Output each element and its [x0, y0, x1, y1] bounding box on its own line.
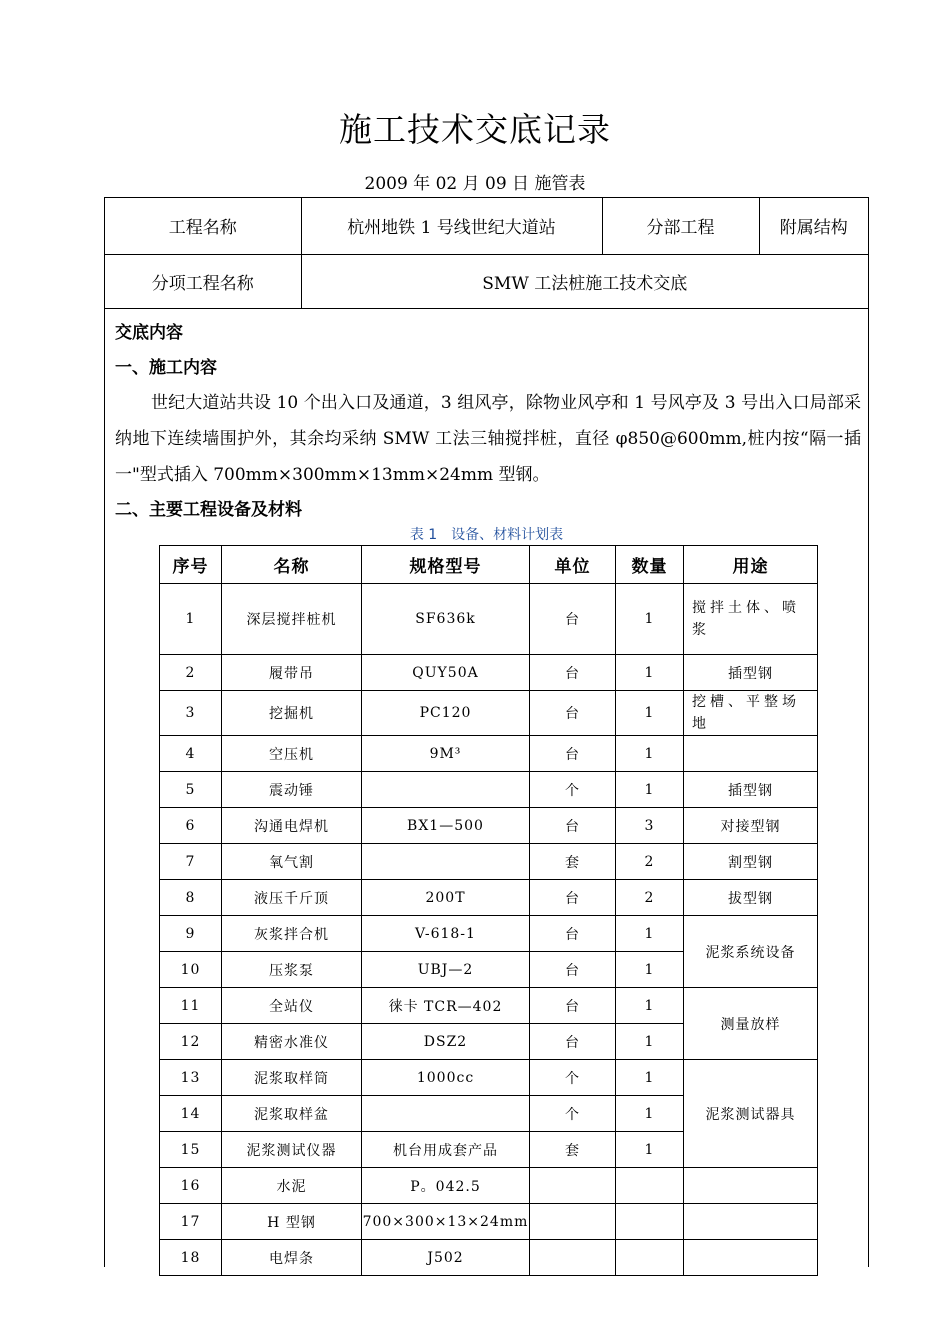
cell-name: 液压千斤顶	[222, 880, 362, 916]
cell-name: 泥浆取样筒	[222, 1060, 362, 1096]
subitem-value: SMW 工法桩施工技术交底	[301, 254, 868, 308]
cell-spec: 9M³	[362, 736, 530, 772]
cell-use: 泥浆系统设备	[684, 916, 818, 988]
cell-name: 全站仪	[222, 988, 362, 1024]
cell-spec: V-618-1	[362, 916, 530, 952]
cell-spec: BX1—500	[362, 808, 530, 844]
table-row	[160, 584, 818, 655]
cell-unit: 台	[530, 655, 616, 691]
table-row	[160, 916, 818, 952]
cell-qty: 1	[616, 584, 684, 655]
cell-no: 12	[160, 1024, 222, 1060]
cell-unit: 台	[530, 952, 616, 988]
cell-use: 对接型钢	[684, 808, 818, 844]
cell-spec: PC120	[362, 691, 530, 736]
cell-use: 插型钢	[684, 772, 818, 808]
cell-name: 氧气割	[222, 844, 362, 880]
cell-spec	[362, 1096, 530, 1132]
cell-use: 割型钢	[684, 844, 818, 880]
cell-no: 13	[160, 1060, 222, 1096]
table-row	[160, 1240, 818, 1276]
cell-no: 9	[160, 916, 222, 952]
table-row	[160, 736, 818, 772]
cell-name: 灰浆拌合机	[222, 916, 362, 952]
table-row	[160, 988, 818, 1024]
table-row	[160, 655, 818, 691]
table-row	[160, 844, 818, 880]
cell-spec	[362, 772, 530, 808]
cell-no: 5	[160, 772, 222, 808]
cell-spec: J502	[362, 1240, 530, 1276]
cell-unit: 台	[530, 584, 616, 655]
cell-qty: 1	[616, 1096, 684, 1132]
cell-unit	[530, 1204, 616, 1240]
cell-use: 插型钢	[684, 655, 818, 691]
cell-use	[684, 736, 818, 772]
date-line: 2009 年 02 月 09 日 施管表	[364, 174, 586, 194]
cell-unit: 个	[530, 1096, 616, 1132]
subitem-label: 分项工程名称	[105, 254, 301, 308]
cell-qty: 1	[616, 655, 684, 691]
cell-spec: QUY50A	[362, 655, 530, 691]
cell-use: 搅拌土体、喷浆	[684, 584, 818, 655]
cell-no: 10	[160, 952, 222, 988]
cell-qty: 1	[616, 691, 684, 736]
cell-qty	[616, 1240, 684, 1276]
cell-name: 泥浆取样盆	[222, 1096, 362, 1132]
cell-spec: 1000cc	[362, 1060, 530, 1096]
cell-no: 2	[160, 655, 222, 691]
cell-name: 深层搅拌桩机	[222, 584, 362, 655]
cell-name: 压浆泵	[222, 952, 362, 988]
cell-no: 14	[160, 1096, 222, 1132]
column-header: 用途	[684, 546, 818, 584]
cell-qty: 1	[616, 1060, 684, 1096]
cell-spec: SF636k	[362, 584, 530, 655]
cell-unit: 个	[530, 772, 616, 808]
cell-spec: 200T	[362, 880, 530, 916]
cell-no: 11	[160, 988, 222, 1024]
cell-name: 精密水准仪	[222, 1024, 362, 1060]
cell-qty: 3	[616, 808, 684, 844]
cell-unit: 个	[530, 1060, 616, 1096]
header-table	[105, 198, 868, 309]
cell-use	[684, 1240, 818, 1276]
table-row	[160, 1168, 818, 1204]
cell-unit: 套	[530, 1132, 616, 1168]
cell-no: 17	[160, 1204, 222, 1240]
cell-use	[684, 1168, 818, 1204]
cell-use: 测量放样	[684, 988, 818, 1060]
cell-spec: P。042.5	[362, 1168, 530, 1204]
cell-no: 16	[160, 1168, 222, 1204]
table-row	[160, 691, 818, 736]
record-frame	[104, 197, 869, 1267]
cell-name: H 型钢	[222, 1204, 362, 1240]
cell-name: 电焊条	[222, 1240, 362, 1276]
cell-no: 3	[160, 691, 222, 736]
division-label: 分部工程	[602, 198, 759, 254]
cell-use	[684, 1204, 818, 1240]
cell-spec: UBJ—2	[362, 952, 530, 988]
equipment-table	[159, 545, 818, 1276]
content-heading: 交底内容	[115, 323, 183, 343]
cell-spec: 机台用成套产品	[362, 1132, 530, 1168]
cell-use: 泥浆测试器具	[684, 1060, 818, 1168]
project-name-label: 工程名称	[105, 198, 301, 254]
cell-qty: 1	[616, 1132, 684, 1168]
cell-use: 挖槽、平整场地	[684, 691, 818, 736]
division-value: 附属结构	[759, 198, 868, 254]
cell-qty: 1	[616, 1024, 684, 1060]
column-header: 数量	[616, 546, 684, 584]
cell-unit: 台	[530, 691, 616, 736]
construction-paragraph: 世纪大道站共设 10 个出入口及通道，3 组风亭，除物业风亭和 1 号风亭及 3 号出入口局部采纳地下连续墙围护外，其余均采纳 SMW 工法三轴搅拌桩，直径 φ850@600mm,桩内按“隔一插一"型式插入 700mm×300mm×13mm×24mm 型钢。	[115, 393, 861, 485]
column-header: 规格型号	[362, 546, 530, 584]
cell-qty	[616, 1204, 684, 1240]
table-row	[160, 880, 818, 916]
cell-no: 18	[160, 1240, 222, 1276]
document-title: 施工技术交底记录	[339, 110, 611, 149]
cell-name: 空压机	[222, 736, 362, 772]
cell-no: 15	[160, 1132, 222, 1168]
cell-qty: 1	[616, 988, 684, 1024]
table-row	[160, 772, 818, 808]
cell-no: 6	[160, 808, 222, 844]
section-heading-2: 二、主要工程设备及材料	[115, 500, 302, 520]
cell-qty: 1	[616, 952, 684, 988]
column-header: 名称	[222, 546, 362, 584]
cell-name: 履带吊	[222, 655, 362, 691]
cell-unit	[530, 1168, 616, 1204]
section-heading-1: 一、施工内容	[115, 358, 217, 378]
project-name-value: 杭州地铁 1 号线世纪大道站	[301, 198, 602, 254]
cell-spec	[362, 844, 530, 880]
cell-qty	[616, 1168, 684, 1204]
cell-spec: 700×300×13×24mm	[362, 1204, 530, 1240]
cell-name: 挖掘机	[222, 691, 362, 736]
cell-unit: 台	[530, 988, 616, 1024]
table-row	[160, 1060, 818, 1096]
cell-qty: 1	[616, 736, 684, 772]
cell-qty: 2	[616, 880, 684, 916]
cell-unit: 台	[530, 808, 616, 844]
table-caption: 表 1 设备、材料计划表	[409, 527, 564, 543]
cell-unit: 台	[530, 916, 616, 952]
cell-qty: 1	[616, 916, 684, 952]
cell-qty: 1	[616, 772, 684, 808]
cell-no: 7	[160, 844, 222, 880]
cell-name: 沟通电焊机	[222, 808, 362, 844]
cell-name: 水泥	[222, 1168, 362, 1204]
column-header: 单位	[530, 546, 616, 584]
cell-no: 4	[160, 736, 222, 772]
cell-unit: 台	[530, 1024, 616, 1060]
cell-spec: DSZ2	[362, 1024, 530, 1060]
cell-name: 震动锤	[222, 772, 362, 808]
table-row	[160, 1204, 818, 1240]
cell-use: 拔型钢	[684, 880, 818, 916]
cell-unit: 台	[530, 736, 616, 772]
cell-unit: 套	[530, 844, 616, 880]
cell-name: 泥浆测试仪器	[222, 1132, 362, 1168]
column-header: 序号	[160, 546, 222, 584]
cell-unit	[530, 1240, 616, 1276]
table-row	[160, 808, 818, 844]
cell-no: 1	[160, 584, 222, 655]
cell-qty: 2	[616, 844, 684, 880]
cell-unit: 台	[530, 880, 616, 916]
cell-no: 8	[160, 880, 222, 916]
cell-spec: 徕卡 TCR—402	[362, 988, 530, 1024]
